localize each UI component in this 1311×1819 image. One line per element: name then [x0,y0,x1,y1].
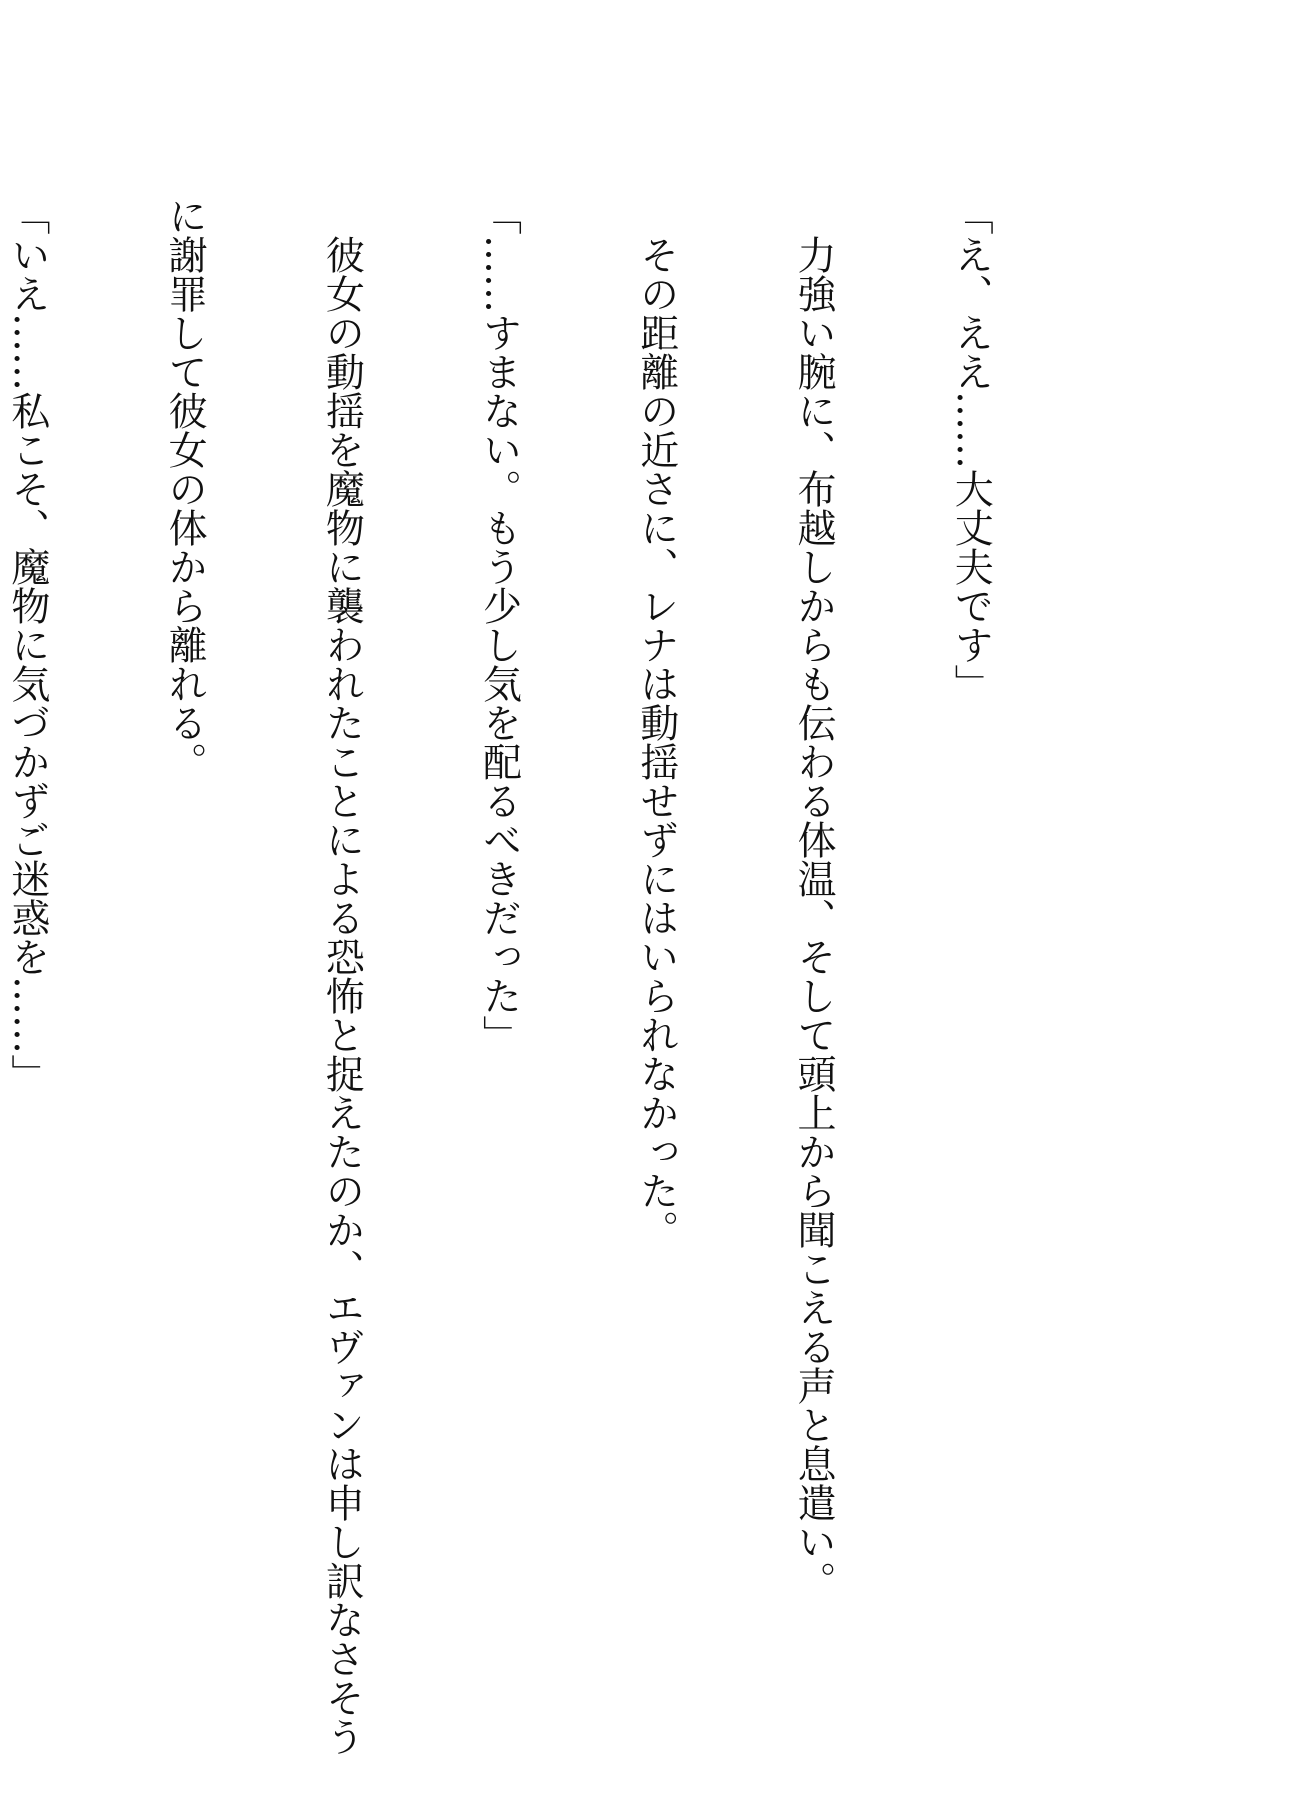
text-line: 彼女の動揺を魔物に襲われたことによる恐怖と捉えたのか、エヴァンは申し訳なさそう [319,196,365,1756]
vertical-text-body [4,196,1101,1756]
text-line: 「え、ええ……大丈夫です」 [948,196,994,703]
text-line: に謝罪して彼女の体から離れる。 [162,196,208,781]
text-line: その距離の近さに、レナは動揺せずにはいられなかった。 [633,196,679,1249]
text-line: 「いえ……私こそ、魔物に気づかずご迷惑を……」 [4,196,50,1093]
text-line: 「……すまない。もう少し気を配るべきだった」 [476,196,522,1054]
text-line: 力強い腕に、布越しからも伝わる体温、そして頭上から聞こえる声と息遣い。 [790,196,836,1600]
